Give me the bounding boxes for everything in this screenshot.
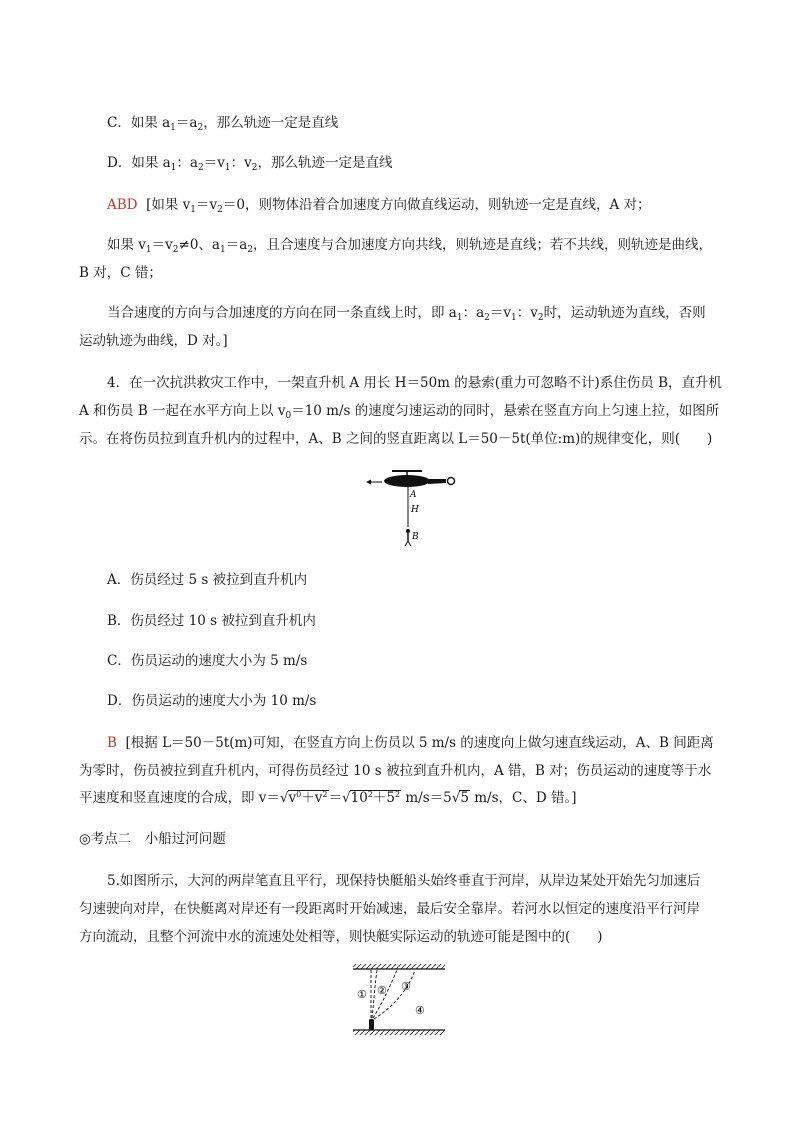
section-heading: ◎考点二 小船过河问题 — [79, 831, 226, 847]
sqrt-symbol: √ — [279, 790, 289, 806]
q4-stem-line-1: 4．在一次抗洪救灾工作中，一架直升机 A 用长 H＝50m 的悬索(重力可忽略不计)系住伤员 B，直升机 — [107, 375, 723, 391]
q3-solution-line-4: 当合速度的方向与合加速度的方向在同一条直线上时，即 $a_1$：$a_2=v_1$：$v_2$时，运动轨迹为直线，否则 — [107, 305, 706, 323]
label-a: A — [410, 490, 417, 500]
q5-stem-line-3: 方向流动，且整个河流中水的流速处处相等，则快艇实际运动的轨迹可能是图中的( ) — [79, 929, 603, 945]
path-label-1: ① — [357, 988, 367, 1001]
q4-answer: B — [107, 735, 117, 751]
q3-option-d: D．如果 $a_1$：$a_2=v_1$：$v_2$，那么轨迹一定是直线 — [107, 155, 393, 173]
q3-solution-line-2: 如果 $v_1=v_2\ne 0$、$a_1=a_2$，且合速度与合加速度方向共线，则轨迹是直线；若不共线，则轨迹是曲线， — [107, 237, 713, 255]
q4-solution-line-3: 平速度和竖直速度的合成，即 $v=√v^0+v^2=√10^2+5^2$ m/s＝5√5 m/s，C、D 错。] — [79, 790, 577, 806]
q5-stem-line-1: 5.如图所示，大河的两岸笔直且平行，现保持快艇船头始终垂直于河岸，从岸边某处开始先匀加速后 — [107, 873, 701, 889]
q4-option-a: A．伤员经过 5 s 被拉到直升机内 — [107, 572, 308, 588]
q3-solution-line-3: B 对，C 错； — [79, 265, 162, 281]
q4-option-c: C．伤员运动的速度大小为 5 m/s — [107, 653, 308, 669]
path-label-4: ④ — [415, 1004, 425, 1017]
q4-stem-line-2: A 和伤员 B 一起在水平方向上以 $v_0=10$ m/s 的速度匀速运动的同时，悬索在竖直方向上匀速上拉，如图所 — [79, 403, 720, 421]
q3-solution-line-1: ABD [如果 $v_1=v_2=0$，则物体沿着合加速度方向做直线运动，则轨迹一定是直线，A 对； — [107, 197, 651, 215]
q4-option-d: D．伤员运动的速度大小为 10 m/s — [107, 693, 317, 709]
q4-solution-line-1: B [根据 L＝50－5t(m)可知，在竖直方向上伤员以 5 m/s 的速度向上做匀速直线运动，A、B 间距离 — [107, 735, 714, 751]
q4-stem-line-3: 示。在将伤员拉到直升机内的过程中，A、B 之间的竖直距离以 L＝50－5t(单位:m)的规律变化，则( ) — [79, 431, 713, 447]
q3-solution-line-5: 运动轨迹为曲线，D 对。] — [79, 333, 228, 349]
q4-solution-line-2: 为零时，伤员被拉到直升机内，可得伤员经过 10 s 被拉到直升机内，A 错，B 对；伤员运动的速度等于水 — [79, 763, 712, 779]
helicopter-figure — [362, 465, 462, 547]
q4-option-b: B．伤员经过 10 s 被拉到直升机内 — [107, 613, 316, 629]
path-label-3: ③ — [401, 980, 411, 993]
q5-stem-line-2: 匀速驶向对岸，在快艇离对岸还有一段距离时开始减速，最后安全靠岸。若河水以恒定的速度沿平行河岸 — [79, 901, 700, 917]
river-figure — [353, 962, 448, 1042]
label-b: B — [412, 532, 419, 542]
path-label-2: ② — [377, 984, 387, 997]
q3-option-c: C．如果 $a_1=a_2$，那么轨迹一定是直线 — [107, 115, 339, 133]
q3-answer: ABD — [107, 197, 138, 213]
label-h: H — [411, 505, 419, 515]
